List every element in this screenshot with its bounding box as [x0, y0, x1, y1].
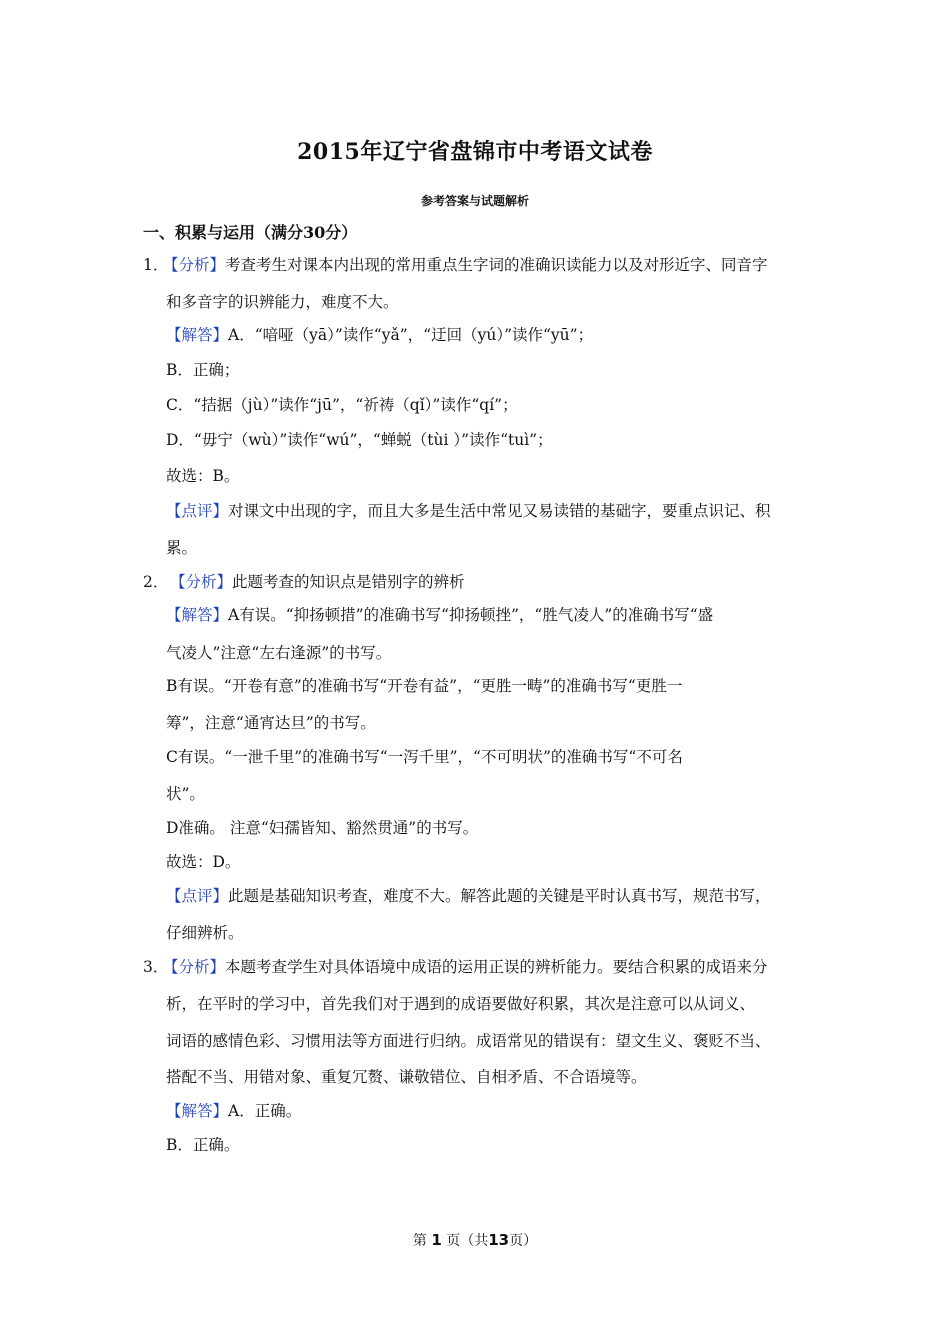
q2-answer-line-1: 【解答】A有误。“抑扬顿措”的准确书写“抑扬顿挫”，“胜气凌人”的准确书写“盛: [166, 606, 714, 624]
q2-answer-b-line-1: B有误。“开卷有意”的准确书写“开卷有益”，“更胜一畴”的准确书写“更胜一: [166, 677, 683, 695]
q3-analysis-line-3: 词语的感情色彩、习惯用法等方面进行归纳。成语常见的错误有：望文生义、褒贬不当、: [166, 1032, 771, 1050]
q1-comment-line-2: 累。: [166, 539, 198, 557]
analysis-tag: 【分析】: [163, 256, 226, 274]
q2-final-answer: 故选：D。: [166, 853, 241, 871]
q1-answer-line-b: B．正确；: [166, 361, 240, 379]
question-2-number: 2．: [143, 573, 169, 591]
q3-answer-line-a: 【解答】A．正确。: [166, 1102, 302, 1120]
q1-analysis-line-2: 和多音字的识辨能力，难度不大。: [166, 293, 399, 311]
q1-comment-line-1: 【点评】对课文中出现的字，而且大多是生活中常见又易读错的基础字，要重点识记、积: [166, 502, 771, 520]
answer-tag: 【解答】: [166, 1102, 229, 1120]
page-footer: 第 1 页（共13页）: [412, 1231, 538, 1249]
q1-analysis-line-1: 【分析】考查考生对课本内出现的常用重点生字词的准确识读能力以及对形近字、同音字: [163, 256, 768, 274]
q2-answer-c-line-2: 状”。: [166, 785, 205, 803]
total-page-count: 13: [488, 1231, 510, 1249]
comment-tag: 【点评】: [166, 887, 229, 905]
page-title: 2015年辽宁省盘锦市中考语文试卷: [297, 139, 653, 165]
question-3-number: 3．: [143, 958, 169, 976]
q2-comment-line-1: 【点评】此题是基础知识考查，难度不大。解答此题的关键是平时认真书写，规范书写，: [166, 887, 771, 905]
q3-analysis-line-2: 析，在平时的学习中，首先我们对于遇到的成语要做好积累，其次是注意可以从词义、: [166, 995, 756, 1013]
q3-analysis-line-1: 【分析】本题考查学生对具体语境中成语的运用正误的辨析能力。要结合积累的成语来分: [163, 958, 768, 976]
page-subtitle: 参考答案与试题解析: [420, 194, 529, 208]
q1-answer-line-d: D．“毋宁（wù）”读作“wú”，“蝉蜕（tùi ）”读作“tuì”；: [166, 431, 553, 449]
q2-answer-d-line: D准确。 注意“妇孺皆知、豁然贯通”的书写。: [166, 819, 479, 837]
q2-answer-c-line-1: C有误。“一泄千里”的准确书写“一泻千里”，“不可明状”的准确书写“不可名: [166, 748, 683, 766]
analysis-tag: 【分析】: [170, 573, 233, 591]
q2-analysis-line: 【分析】此题考查的知识点是错别字的辨析: [170, 573, 465, 591]
q1-answer-line-c: C．“拮据（jù）”读作“jū”，“祈祷（qǐ）”读作“qí”；: [166, 396, 518, 414]
answer-tag: 【解答】: [166, 606, 229, 624]
q2-answer-line-2: 气凌人”注意“左右逢源”的书写。: [166, 644, 392, 662]
question-1-number: 1．: [143, 256, 169, 274]
current-page-number: 1: [431, 1231, 442, 1249]
q2-comment-line-2: 仔细辨析。: [166, 924, 244, 942]
answer-tag: 【解答】: [166, 326, 229, 344]
q1-final-answer: 故选：B。: [166, 467, 240, 485]
q2-answer-b-line-2: 筹”，注意“通宵达旦”的书写。: [166, 714, 376, 732]
analysis-tag: 【分析】: [163, 958, 226, 976]
q1-answer-line-a: 【解答】A．“喑哑（yā）”读作“yǎ”，“迂回（yú）”读作“yū”；: [166, 326, 594, 344]
q3-analysis-line-4: 搭配不当、用错对象、重复冗赘、谦敬错位、自相矛盾、不合语境等。: [166, 1068, 647, 1086]
q3-answer-line-b: B．正确。: [166, 1136, 240, 1154]
section-heading: 一、积累与运用（满分30分）: [143, 223, 358, 242]
comment-tag: 【点评】: [166, 502, 229, 520]
